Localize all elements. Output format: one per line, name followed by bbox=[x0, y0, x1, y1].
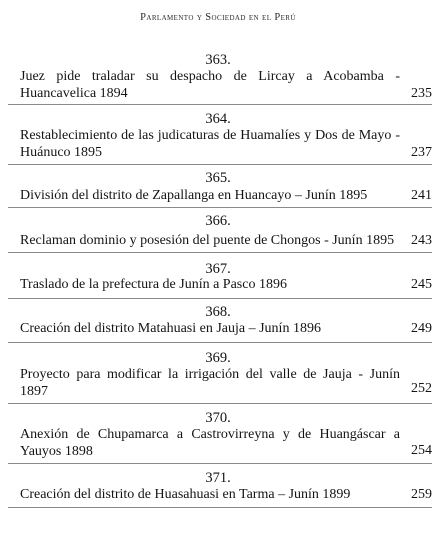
entry-page-number: 243 bbox=[411, 233, 432, 248]
entry-title: Anexión de Chupamarca a Castrovirreyna y de Huangáscar a Yauyos 1898 bbox=[20, 427, 400, 459]
entry-divider bbox=[8, 298, 432, 299]
entry-page-number: 254 bbox=[411, 443, 432, 458]
entry-title: Creación del distrito Matahuasi en Jauja – Junín 1896 bbox=[20, 321, 321, 336]
entry-title: Creación del distrito de Huasahuasi en Tarma – Junín 1899 bbox=[20, 487, 351, 502]
entry-number: 363. bbox=[205, 52, 231, 68]
entry-number: 365. bbox=[205, 170, 231, 186]
entry-number: 367. bbox=[205, 261, 231, 277]
entry-number: 371. bbox=[205, 470, 231, 486]
entry-title: Reclaman dominio y posesión del puente de Chongos - Junín 1895 bbox=[20, 233, 395, 248]
entry-page-number: 249 bbox=[411, 321, 432, 336]
entry-number: 368. bbox=[205, 304, 231, 320]
entry-page-number: 259 bbox=[411, 487, 432, 502]
entry-divider bbox=[8, 463, 432, 464]
entry-divider bbox=[8, 164, 432, 165]
entry-divider bbox=[8, 104, 432, 105]
entry-number: 369. bbox=[205, 350, 231, 366]
entry-divider bbox=[8, 507, 432, 508]
entry-title: División del distrito de Zapallanga en Huancayo – Junín 1895 bbox=[20, 188, 368, 203]
entry-page-number: 245 bbox=[411, 277, 432, 292]
entry-title: Restablecimiento de las judicaturas de Huamalíes y Dos de Mayo - Huánuco 1895 bbox=[20, 128, 400, 160]
entry-number: 370. bbox=[205, 410, 231, 426]
entry-divider bbox=[8, 342, 432, 343]
entry-title: Juez pide traladar su despacho de Lircay a Acobamba - Huancavelica 1894 bbox=[20, 69, 400, 101]
entry-page-number: 241 bbox=[411, 188, 432, 203]
entry-divider bbox=[8, 207, 432, 208]
entry-page-number: 252 bbox=[411, 381, 432, 396]
entry-divider bbox=[8, 252, 432, 253]
entry-title: Traslado de la prefectura de Junín a Pasco 1896 bbox=[20, 277, 287, 292]
entry-title: Proyecto para modificar la irrigación del valle de Jauja - Junín 1897 bbox=[20, 367, 400, 399]
entry-page-number: 237 bbox=[411, 145, 432, 160]
running-head: Parlamento y Sociedad en el Perú bbox=[140, 12, 296, 23]
entry-number: 366. bbox=[205, 213, 231, 229]
entry-page-number: 235 bbox=[411, 86, 432, 101]
entry-divider bbox=[8, 403, 432, 404]
entry-number: 364. bbox=[205, 111, 231, 127]
